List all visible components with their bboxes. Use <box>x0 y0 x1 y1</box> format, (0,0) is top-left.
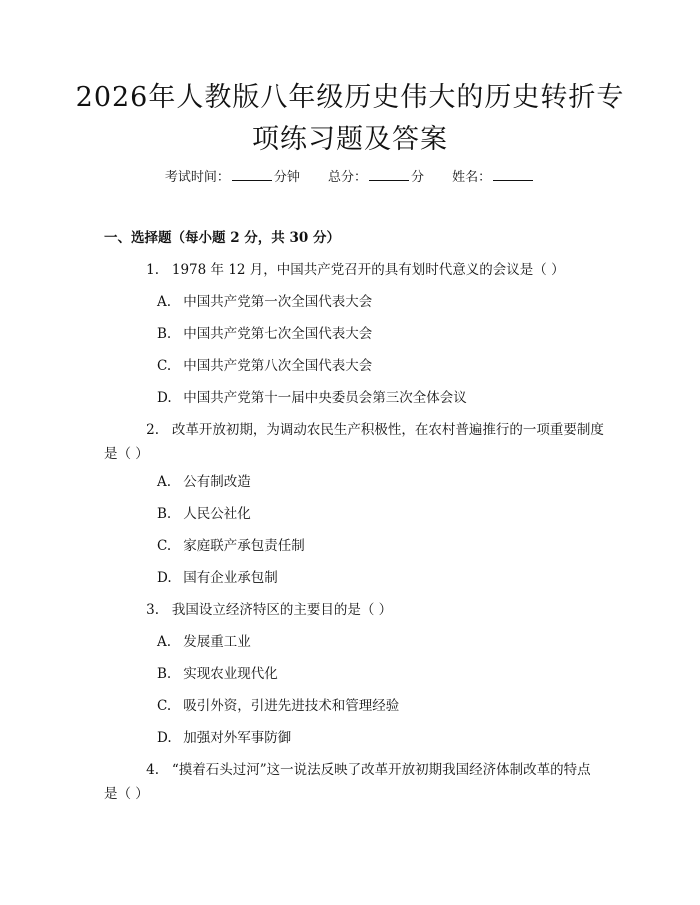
option-2b: B. 人民公社化 <box>157 506 251 522</box>
exam-time-field: 考试时间： 分钟 <box>164 170 300 185</box>
option-1d: D. 中国共产党第十一届中央委员会第三次全体会议 <box>157 390 467 406</box>
name-blank <box>493 168 533 181</box>
question-number: 1. <box>146 262 159 278</box>
question-number: 2. <box>146 422 159 438</box>
question-number: 3. <box>146 602 159 618</box>
time-blank <box>232 168 272 181</box>
option-3b: B. 实现农业现代化 <box>157 666 278 682</box>
question-4 <box>104 758 604 806</box>
document-title <box>60 77 640 161</box>
question-1 <box>104 258 604 282</box>
title-line-2: 项练习题及答案 <box>252 124 448 155</box>
option-2a: A. 公有制改造 <box>157 474 251 490</box>
option-1b: B. 中国共产党第七次全国代表大会 <box>157 326 373 342</box>
question-text: 1978 年 12 月，中国共产党召开的具有划时代意义的会议是（ ） <box>171 262 565 278</box>
option-3c: C. 吸引外资，引进先进技术和管理经验 <box>157 698 400 714</box>
section-title: 一、选择题（每小题 2 分，共 30 分） <box>104 230 340 246</box>
question-2 <box>104 418 604 466</box>
title-line-1: 2026年人教版八年级历史伟大的历史转折专 <box>75 82 625 113</box>
question-3 <box>104 598 604 622</box>
question-text: 我国设立经济特区的主要目的是（ ） <box>171 602 393 618</box>
name-field: 姓名： <box>452 168 535 188</box>
option-3a: A. 发展重工业 <box>157 634 251 650</box>
option-2c: C. 家庭联产承包责任制 <box>157 538 305 554</box>
option-1a: A. 中国共产党第一次全国代表大会 <box>157 294 373 310</box>
option-1c: C. 中国共产党第八次全国代表大会 <box>157 358 373 374</box>
question-number: 4. <box>146 762 159 778</box>
exam-info-row <box>0 168 700 188</box>
question-text-line-1: “摸着石头过河”这一说法反映了改革开放初期我国经济体制改革的特点 <box>171 762 591 778</box>
option-2d: D. 国有企业承包制 <box>157 570 278 586</box>
question-text-line-1: 改革开放初期，为调动农民生产积极性，在农村普遍推行的一项重要制度 <box>171 422 604 438</box>
option-3d: D. 加强对外军事防御 <box>157 730 292 746</box>
question-text-line-2: 是（ ） <box>104 446 149 462</box>
score-blank <box>369 168 409 181</box>
total-score-field: 总分： 分 <box>327 170 425 185</box>
question-text-line-2: 是（ ） <box>104 786 149 802</box>
